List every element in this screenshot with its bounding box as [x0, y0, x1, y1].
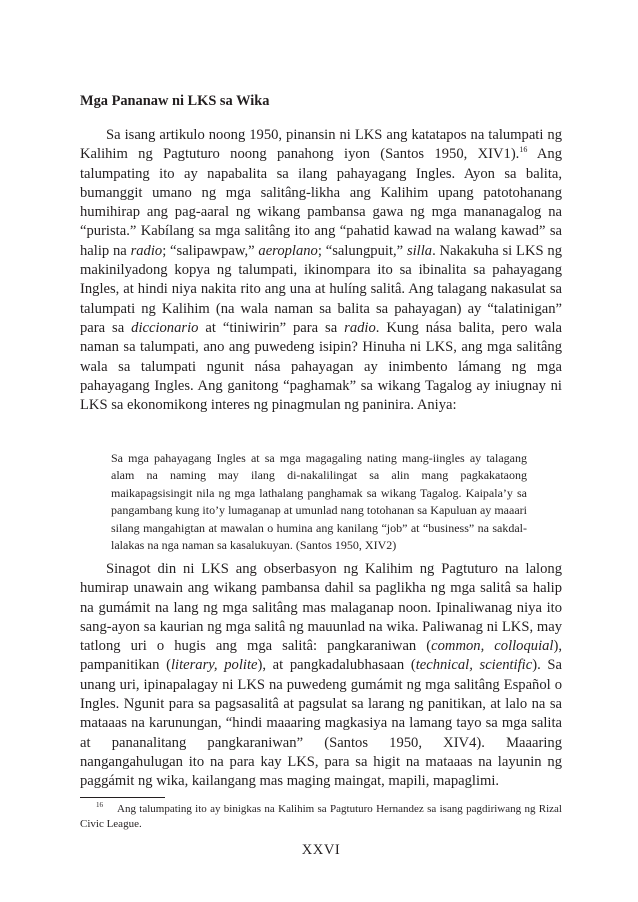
footnote-number: 16	[96, 801, 103, 810]
italic-term: technical, scientific	[415, 657, 533, 674]
paragraph-text: ; “salipawpaw,”	[162, 242, 259, 259]
paragraph-text: . Nakakuha si LKS ng makinilyadong kopya ng talumpati, ikinompara ito sa ibinalita sa pahayagang Ingles, at hindi niya nakita rito ang una at hulíng salitâ. Ang talagang nakasulat sa talumpati ng Kalihim (na wala naman sa balita sa pahayagan) ay “talatinigan” para sa	[80, 242, 562, 336]
italic-term: common, colloquial	[431, 638, 554, 655]
italic-term: radio	[130, 242, 163, 259]
italic-term: diccionario	[131, 319, 199, 336]
paragraph-text: ). Sa unang uri, ipinapalagay ni LKS na puwedeng gumámit ng mga salitâng Español o Ingles. Ngunit para sa pagsasalitâ at pagsulat sa larang ng panitikan, at lalo na sa mataaas na karunungan, “hindi maaaring magkasiya na lamang tayo sa mga salita at pananalitang pangkaraniwan” (Santos 1950, XIV4). Maaaring nangangahulugan ito na para kay LKS, para sa higit na mataaas na layunin ng paggámit ng wika, kailangang mas maging maingat, mapili, mapaglimi.	[80, 657, 562, 790]
footnote-divider	[80, 797, 165, 798]
paragraph-text: ), at pangkadalubhasaan (	[257, 657, 416, 674]
paragraph-text: Ang talumpating ito ay napabalita sa ilang pahayagang Ingles. Ayon sa balita, bumanggit umano ng mga salitâng-likha ang Kalihim upang patotohanang humihirap ang pag-aaral ng wikang pambansa gawa ng mga mananagalog na “purista.” Kabílang sa mga salitâng ito ang “pahatid kawad na walang kawad” sa halip na	[80, 146, 563, 259]
block-quote: Sa mga pahayagang Ingles at sa mga magagaling nating mang-iingles ay talagang alam na naming may ilang di-nakalilingat sa alin mang pagkakataong maikapagsisingit nila ng mga lathalang panghamak sa wikang Tagalog. Kaipala’y sa pangambang kung ito’y lumaganap at umunlad nang totohanan sa Kapuluan ay maaari silang mangahigtan at mawalan o humina ang kanilang “job” at “business” na sakdal-lalakas na nga naman sa kasalukuyan. (Santos 1950, XIV2)	[111, 451, 527, 553]
italic-term: radio	[344, 319, 376, 336]
body-paragraph-1	[80, 126, 562, 415]
paragraph-text: at “tiniwirin” para sa	[198, 319, 345, 336]
page-number: XXVI	[301, 842, 341, 858]
italic-term: silla	[406, 242, 433, 259]
paragraph-text: ; “salungpuit,”	[317, 242, 407, 259]
book-page	[80, 0, 562, 902]
paragraph-text: . Kung nása balita, pero wala naman sa talumpati, ano ang puwedeng isipin? Hinuha ni LKS, ang mga salitâng wala sa talumpati ngunit nása pahayagan ay inimbento lámang ng mga pahayagang Ingles. Ang ganitong “paghamak” sa wikang Tagalog ay iniugnay ni LKS sa ekonomikong interes ng pinagmulan ng paninira. Aniya:	[80, 319, 562, 414]
paragraph-text: Sa isang artikulo noong 1950, pinansin ni LKS ang katatapos na talumpati ng Kalihim ng Pagtuturo noong panahong iyon (Santos 1950, XIV1).	[80, 127, 562, 163]
footnote	[80, 802, 562, 832]
footnote-marker: 16	[519, 145, 528, 155]
section-heading: Mga Pananaw ni LKS sa Wika	[80, 93, 270, 109]
footnote-text: Ang talumpating ito ay binigkas na Kalihim sa Pagtuturo Hernandez sa isang pagdiriwang ng Rizal Civic League.	[80, 803, 562, 830]
paragraph-text: Sinagot din ni LKS ang obserbasyon ng Kalihim ng Pagtuturo na lalong humirap unawain ang wikang pambansa dahil sa paglikha ng mga salitâ sa halip na gumámit na lang ng mga salitâng mas malaganap noon. Ipinaliwanag niya ito sang-ayon sa kaurian ng mga salitâ ng mauunlad na wika. Paliwanag ni LKS, may tatlong uri o hugis ang mga salitâ: pangkaraniwan (	[80, 561, 562, 655]
paragraph-text: ), pampanitikan (	[80, 638, 562, 674]
italic-term: literary, polite	[170, 657, 258, 674]
italic-term: aeroplano	[258, 242, 318, 259]
body-paragraph-2	[80, 560, 562, 792]
